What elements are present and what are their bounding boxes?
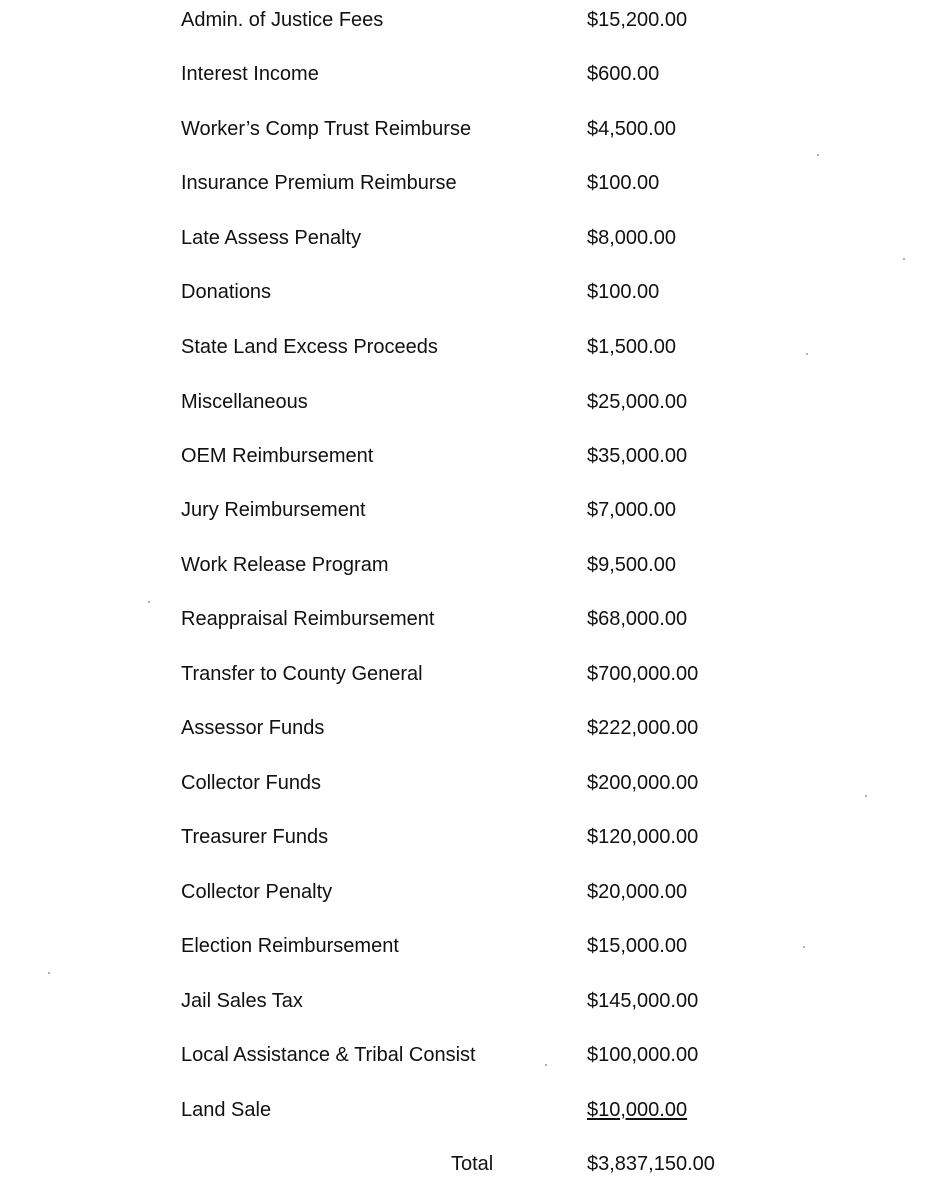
line-item-label: Local Assistance & Tribal Consist bbox=[181, 1044, 476, 1066]
line-item-label: Assessor Funds bbox=[181, 717, 325, 739]
line-item-amount: $1,500.00 bbox=[587, 336, 676, 358]
line-item-amount: $35,000.00 bbox=[587, 445, 688, 467]
line-item-amount: $7,000.00 bbox=[587, 499, 676, 521]
line-item-amount: $145,000.00 bbox=[587, 990, 699, 1012]
line-item-amount: $4,500.00 bbox=[587, 118, 676, 140]
line-item-amount: $15,200.00 bbox=[587, 9, 688, 31]
line-item-row bbox=[0, 6, 932, 34]
line-item-label: OEM Reimbursement bbox=[181, 445, 374, 467]
line-item-label: State Land Excess Proceeds bbox=[181, 336, 438, 358]
line-item-label: Donations bbox=[181, 281, 272, 303]
line-item-row bbox=[0, 660, 932, 688]
line-item-amount: $600.00 bbox=[587, 63, 660, 85]
line-item-amount: $100,000.00 bbox=[587, 1044, 699, 1066]
line-item-row bbox=[0, 714, 932, 742]
total-row bbox=[0, 1150, 932, 1178]
line-item-amount: $100.00 bbox=[587, 281, 660, 303]
line-item-row bbox=[0, 442, 932, 470]
line-item-amount: $10,000.00 bbox=[587, 1099, 688, 1121]
line-item-amount: $100.00 bbox=[587, 172, 660, 194]
line-item-label: Collector Penalty bbox=[181, 881, 333, 903]
line-item-amount: $8,000.00 bbox=[587, 227, 676, 249]
line-item-row bbox=[0, 932, 932, 960]
line-item-amount: $15,000.00 bbox=[587, 935, 688, 957]
line-item-amount: $222,000.00 bbox=[587, 717, 699, 739]
line-item-amount: $200,000.00 bbox=[587, 772, 699, 794]
line-item-label: Reappraisal Reimbursement bbox=[181, 608, 435, 630]
scan-speck bbox=[817, 154, 819, 156]
line-item-row bbox=[0, 115, 932, 143]
line-item-label: Worker’s Comp Trust Reimburse bbox=[181, 118, 472, 140]
line-item-label: Work Release Program bbox=[181, 554, 389, 576]
scan-speck bbox=[803, 946, 805, 948]
line-item-label: Jury Reimbursement bbox=[181, 499, 366, 521]
line-item-amount: $9,500.00 bbox=[587, 554, 676, 576]
line-item-label: Transfer to County General bbox=[181, 663, 423, 685]
line-item-row bbox=[0, 551, 932, 579]
scan-speck bbox=[148, 601, 150, 603]
scan-speck bbox=[48, 972, 50, 974]
line-item-row bbox=[0, 823, 932, 851]
line-item-row bbox=[0, 169, 932, 197]
total-label: Total bbox=[451, 1153, 494, 1175]
line-item-label: Treasurer Funds bbox=[181, 826, 329, 848]
line-item-row bbox=[0, 333, 932, 361]
line-item-amount: $25,000.00 bbox=[587, 391, 688, 413]
line-item-label: Land Sale bbox=[181, 1099, 272, 1121]
line-item-row bbox=[0, 605, 932, 633]
line-item-amount: $700,000.00 bbox=[587, 663, 699, 685]
line-item-amount: $68,000.00 bbox=[587, 608, 688, 630]
line-item-amount: $20,000.00 bbox=[587, 881, 688, 903]
line-item-row bbox=[0, 388, 932, 416]
line-item-row bbox=[0, 769, 932, 797]
line-item-label: Election Reimbursement bbox=[181, 935, 399, 957]
scan-speck bbox=[806, 353, 808, 355]
total-amount: $3,837,150.00 bbox=[587, 1153, 715, 1175]
line-item-row bbox=[0, 878, 932, 906]
scan-speck bbox=[865, 795, 867, 797]
line-item-amount: $120,000.00 bbox=[587, 826, 699, 848]
scan-speck bbox=[903, 258, 905, 260]
line-item-row bbox=[0, 1096, 932, 1124]
scan-speck bbox=[545, 1064, 547, 1066]
line-item-row bbox=[0, 496, 932, 524]
line-item-row bbox=[0, 1041, 932, 1069]
line-item-label: Late Assess Penalty bbox=[181, 227, 362, 249]
line-item-label: Admin. of Justice Fees bbox=[181, 9, 384, 31]
line-item-label: Insurance Premium Reimburse bbox=[181, 172, 457, 194]
line-item-label: Miscellaneous bbox=[181, 391, 308, 413]
line-item-label: Collector Funds bbox=[181, 772, 322, 794]
line-item-row bbox=[0, 278, 932, 306]
line-item-label: Interest Income bbox=[181, 63, 319, 85]
line-item-row bbox=[0, 987, 932, 1015]
line-item-row bbox=[0, 224, 932, 252]
line-item-row bbox=[0, 60, 932, 88]
line-item-label: Jail Sales Tax bbox=[181, 990, 303, 1012]
